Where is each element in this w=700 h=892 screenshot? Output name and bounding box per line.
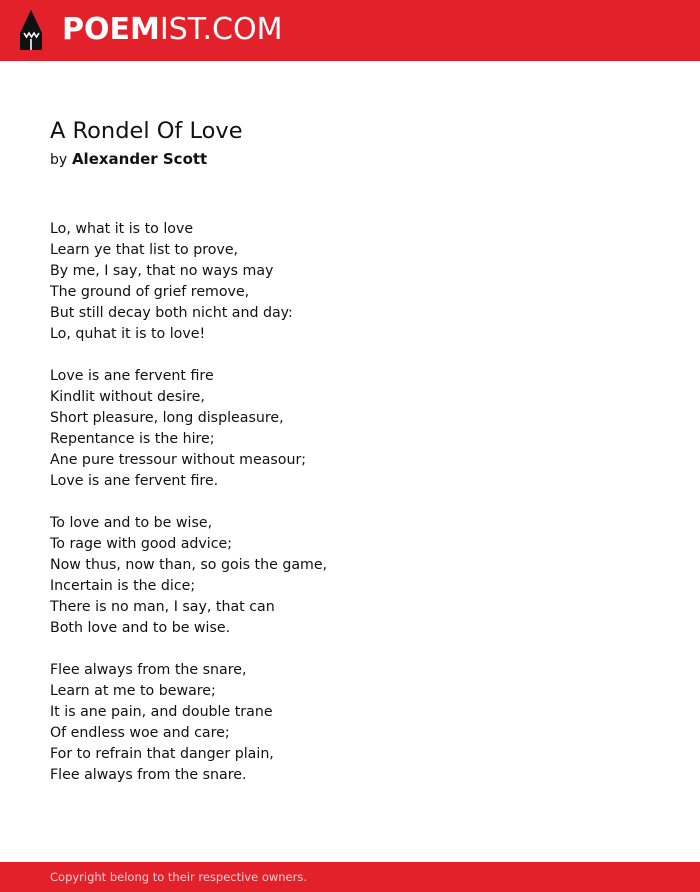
poem-author: Alexander Scott [71, 150, 208, 168]
poem-line: Kindlit without desire, [50, 389, 205, 405]
poem-line: But still decay both nicht and day: [50, 305, 293, 321]
pencil-icon[interactable] [18, 9, 44, 51]
poem-line: By me, I say, that no ways may [50, 263, 274, 279]
poem-line: Flee always from the snare. [50, 767, 247, 783]
logo-text-light: IST.COM [159, 12, 283, 47]
poem-byline [50, 149, 207, 170]
poem-line: Repentance is the hire; [50, 431, 215, 447]
poem-line: Of endless woe and care; [50, 725, 230, 741]
poem-line: Love is ane fervent fire [50, 368, 214, 384]
poem-line: Love is ane fervent fire. [50, 473, 219, 489]
poem-line: There is no man, I say, that can [50, 599, 275, 615]
stanza [50, 660, 650, 786]
poem-line: Lo, what it is to love [50, 221, 194, 237]
logo-text-bold: POEM [62, 12, 160, 47]
poem-line: Learn at me to beware; [50, 683, 216, 699]
poem-body [50, 219, 650, 807]
poem-line: It is ane pain, and double trane [50, 704, 273, 720]
poem-line: Flee always from the snare, [50, 662, 247, 678]
poem-line: For to refrain that danger plain, [50, 746, 274, 762]
poem-line: Now thus, now than, so gois the game, [50, 557, 328, 573]
poem-title: A Rondel Of Love [50, 118, 243, 144]
poem-line: Short pleasure, long displeasure, [50, 410, 284, 426]
copyright-notice: Copyright belong to their respective owners. [50, 870, 308, 884]
poem-line: To rage with good advice; [50, 536, 233, 552]
stanza [50, 366, 650, 492]
site-header [0, 0, 700, 61]
poem-line: The ground of grief remove, [50, 284, 250, 300]
poem-line: Lo, quhat it is to love! [50, 326, 206, 342]
poem-line: To love and to be wise, [50, 515, 213, 531]
by-label: by [50, 152, 68, 168]
poem-line: Ane pure tressour without measour; [50, 452, 307, 468]
poem-line: Incertain is the dice; [50, 578, 196, 594]
poem-line: Both love and to be wise. [50, 620, 231, 636]
site-logo[interactable] [62, 12, 282, 48]
poem-line: Learn ye that list to prove, [50, 242, 239, 258]
stanza [50, 513, 650, 639]
stanza [50, 219, 650, 345]
site-footer [0, 862, 700, 892]
